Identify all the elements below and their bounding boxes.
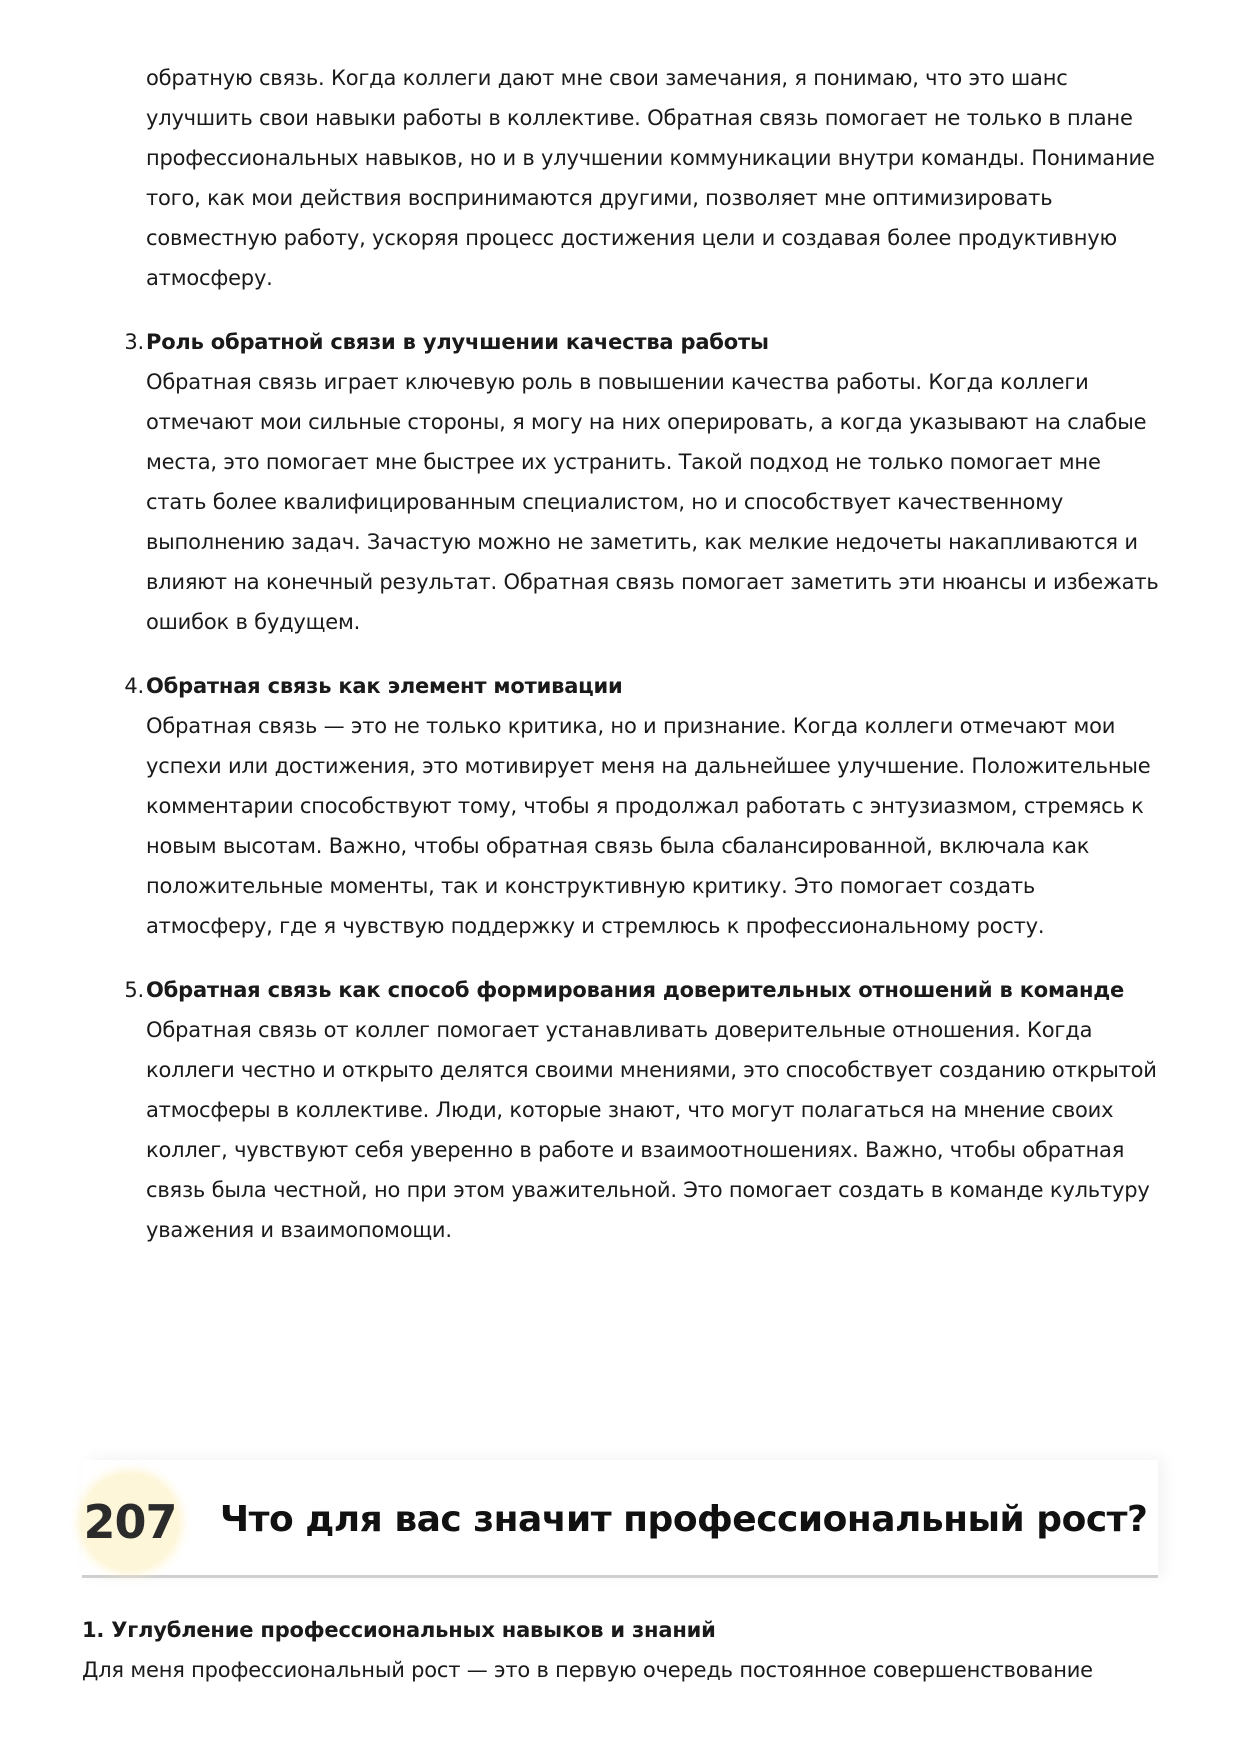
question-title: Что для вас значит профессиональный рост?: [220, 1499, 1148, 1540]
list-item-number: 3.: [124, 330, 144, 354]
list-item-number: 4.: [124, 674, 144, 698]
list-item: [124, 666, 1166, 946]
list-item-body: Обратная связь играет ключевую роль в повышении качества работы. Когда коллеги отмечают мои сильные стороны, я могу на них оперировать, а когда указывают на слабые места, это помогает мне быстрее их устранить. Такой подход не только помогает мне стать более квалифицированным специалистом, но и способствует качественному выполнению задач. Зачастую можно не заметить, как мелкие недочеты накапливаются и влияют на конечный результат. Обратная связь помогает заметить эти нюансы и избежать ошибок в будущем.: [146, 370, 1159, 634]
list-item: [124, 322, 1166, 642]
list-item: [124, 970, 1166, 1250]
answer-subsection: [82, 1610, 1182, 1690]
list-item-body: Обратная связь — это не только критика, но и признание. Когда коллеги отмечают мои успехи или достижения, это мотивирует меня на дальнейшее улучшение. Положительные комментарии способствуют тому, чтобы я продолжал работать с энтузиазмом, стремясь к новым высотам. Важно, чтобы обратная связь была сбалансированной, включала как положительные моменты, так и конструктивную критику. Это помогает создать атмосферу, где я чувствую поддержку и стремлюсь к профессиональному росту.: [146, 714, 1151, 938]
list-item-number: 5.: [124, 978, 144, 1002]
question-header: [82, 1460, 1158, 1578]
intro-paragraph: обратную связь. Когда коллеги дают мне свои замечания, я понимаю, что это шанс улучшить свои навыки работы в коллективе. Обратная связь помогает не только в плане профессиональных навыков, но и в улучшении коммуникации внутри команды. Понимание того, как мои действия воспринимаются другими, позволяет мне оптимизировать совместную работу, ускоряя процесс достижения цели и создавая более продуктивную атмосферу.: [146, 66, 1155, 290]
list-item-title: Роль обратной связи в улучшении качества работы: [146, 330, 769, 354]
list-item-body: Обратная связь от коллег помогает устанавливать доверительные отношения. Когда коллеги честно и открыто делятся своими мнениями, это способствует созданию открытой атмосферы в коллективе. Люди, которые знают, что могут полагаться на мнение своих коллег, чувствуют себя уверенно в работе и взаимоотношениях. Важно, чтобы обратная связь была честной, но при этом уважительной. Это помогает создать в команде культуру уважения и взаимопомощи.: [146, 1018, 1157, 1242]
list-item-title: Обратная связь как способ формирования доверительных отношений в команде: [146, 978, 1125, 1002]
list-item-title: Обратная связь как элемент мотивации: [146, 674, 623, 698]
subsection-body: Для меня профессиональный рост — это в первую очередь постоянное совершенствование: [82, 1658, 1093, 1682]
answer-list: [124, 58, 1166, 1250]
subsection-title: 1. Углубление профессиональных навыков и знаний: [82, 1618, 716, 1642]
question-number-badge: 207: [82, 1474, 178, 1570]
